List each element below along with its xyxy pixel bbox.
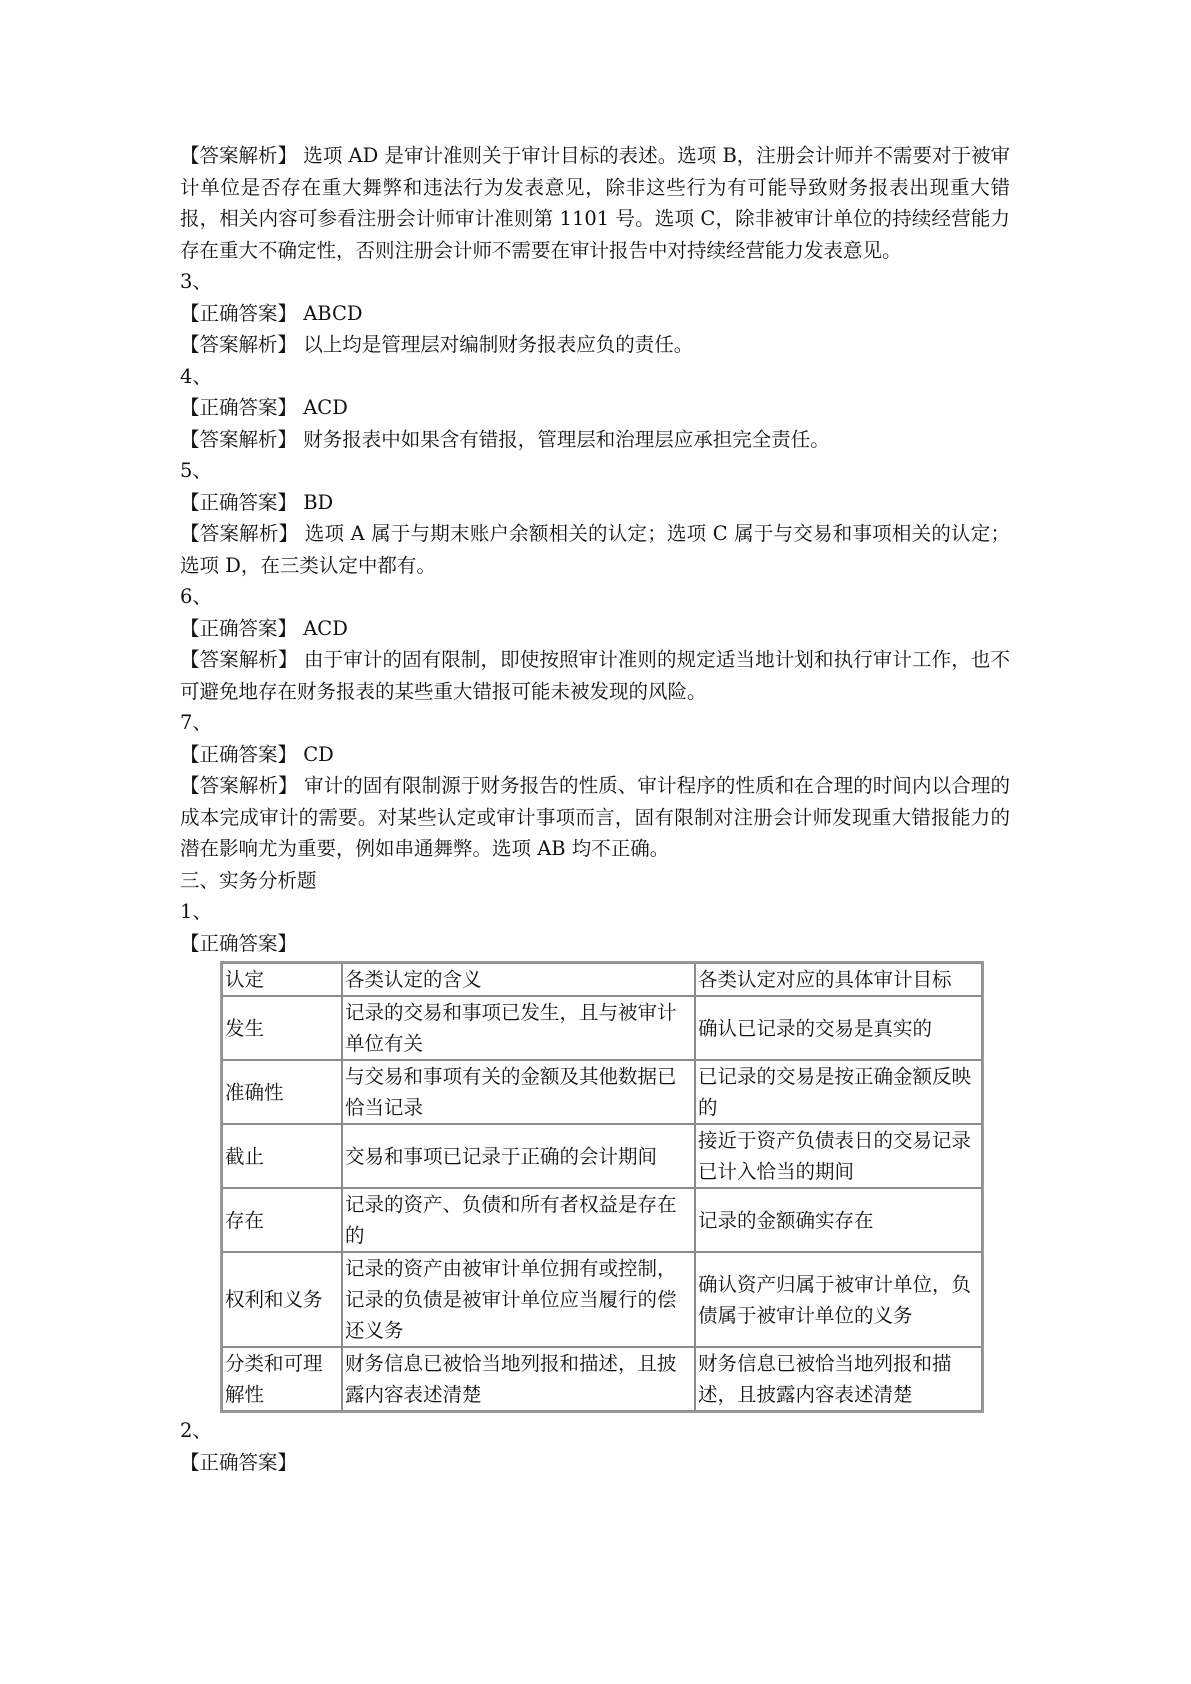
explain-label: 【答案解析】	[180, 333, 298, 356]
answer-explanation-4	[180, 424, 1010, 456]
table-row	[222, 1060, 982, 1124]
correct-answer-3	[180, 298, 1010, 330]
section-title: 三、实务分析题	[180, 868, 317, 892]
table-cell: 记录的金额确实存在	[695, 1188, 982, 1252]
table-cell: 与交易和事项有关的金额及其他数据已恰当记录	[342, 1060, 695, 1124]
answer-explanation-block-1	[180, 140, 1010, 266]
table-cell: 权利和义务	[222, 1252, 342, 1347]
table-cell: 接近于资产负债表日的交易记录已计入恰当的期间	[695, 1124, 982, 1188]
answer-value: BD	[297, 490, 334, 514]
table-cell: 存在	[222, 1188, 342, 1252]
practice-number-2: 2、	[180, 1419, 212, 1442]
table-cell: 记录的资产、负债和所有者权益是存在的	[342, 1188, 695, 1252]
table-row	[222, 996, 982, 1060]
table-cell: 交易和事项已记录于正确的会计期间	[342, 1124, 695, 1188]
table-row	[222, 1347, 982, 1411]
correct-answer-6	[180, 613, 1010, 645]
table-cell: 截止	[222, 1124, 342, 1188]
table-cell: 发生	[222, 996, 342, 1060]
answer-label: 【正确答案】	[180, 396, 298, 419]
question-number-4: 4、	[180, 364, 212, 388]
header-cell: 各类认定对应的具体审计目标	[695, 963, 982, 996]
answer-label: 【正确答案】	[180, 742, 298, 766]
answer-label: 【正确答案】	[180, 490, 298, 514]
answer-explanation-7	[180, 770, 1010, 865]
correct-answer-5	[180, 487, 1010, 519]
explain-text: 审计的固有限制源于财务报告的性质、审计程序的性质和在合理的时间内以合理的成本完成审计的需要。对某些认定或审计事项而言，固有限制对注册会计师发现重大错报能力的潜在影响尤为重要，例如串通舞弊。选项 AB 均不正确。	[180, 774, 1010, 860]
answer-value: ABCD	[297, 301, 363, 325]
correct-answer-4	[180, 392, 1010, 424]
table-cell: 记录的交易和事项已发生，且与被审计单位有关	[342, 996, 695, 1060]
answer-value: CD	[297, 742, 334, 766]
answer-label: 【正确答案】	[180, 616, 298, 640]
question-number-7: 7、	[180, 711, 212, 734]
table-cell: 财务信息已被恰当地列报和描述，且披露内容表述清楚	[342, 1347, 695, 1411]
explain-text: 以上均是管理层对编制财务报表应负的责任。	[297, 333, 694, 356]
explain-label: 【答案解析】	[180, 648, 298, 671]
correct-answer-7	[180, 739, 1010, 771]
assertions-table	[220, 961, 984, 1413]
question-number-3: 3、	[180, 270, 212, 293]
question-number-6: 6、	[180, 585, 212, 608]
answer-label: 【正确答案】	[180, 301, 298, 325]
table-row	[222, 1252, 982, 1347]
practice-number-1: 1、	[180, 900, 212, 923]
header-cell: 各类认定的含义	[342, 963, 695, 996]
practice-answer-label-1: 【正确答案】	[180, 931, 298, 955]
answer-explanation-3	[180, 329, 1010, 361]
explain-label: 【答案解析】	[180, 144, 298, 167]
table-cell: 财务信息已被恰当地列报和描述，且披露内容表述清楚	[695, 1347, 982, 1411]
table-cell: 确认资产归属于被审计单位，负债属于被审计单位的义务	[695, 1252, 982, 1347]
answer-value: ACD	[297, 396, 348, 419]
explain-label: 【答案解析】	[180, 774, 298, 797]
table-row	[222, 1188, 982, 1252]
assertions-table-wrapper	[220, 961, 1010, 1413]
explain-text: 选项 A 属于与期末账户余额相关的认定；选项 C 属于与交易和事项相关的认定；选项 D，在三类认定中都有。	[180, 522, 1010, 577]
practice-answer-label-2: 【正确答案】	[180, 1450, 298, 1474]
table-cell: 记录的资产由被审计单位拥有或控制，记录的负债是被审计单位应当履行的偿还义务	[342, 1252, 695, 1347]
table-cell: 已记录的交易是按正确金额反映的	[695, 1060, 982, 1124]
header-cell: 认定	[222, 963, 342, 996]
explain-label: 【答案解析】	[180, 427, 298, 451]
explain-text: 由于审计的固有限制，即使按照审计准则的规定适当地计划和执行审计工作，也不可避免地存在财务报表的某些重大错报可能未被发现的风险。	[180, 648, 1010, 703]
table-cell: 确认已记录的交易是真实的	[695, 996, 982, 1060]
table-cell: 分类和可理解性	[222, 1347, 342, 1411]
answer-value: ACD	[297, 616, 348, 640]
explain-text: 财务报表中如果含有错报，管理层和治理层应承担完全责任。	[297, 427, 830, 451]
table-row	[222, 1124, 982, 1188]
explain-label: 【答案解析】	[180, 522, 299, 545]
question-number-5: 5、	[180, 459, 212, 482]
explain-text: 选项 AD 是审计准则关于审计目标的表述。选项 B，注册会计师并不需要对于被审计单位是否存在重大舞弊和违法行为发表意见，除非这些行为有可能导致财务报表出现重大错报，相关内容可参看注册会计师审计准则第 1101 号。选项 C，除非被审计单位的持续经营能力存在重大不确定性，否则注册会计师不需要在审计报告中对持续经营能力发表意见。	[180, 144, 1010, 262]
document-page	[180, 140, 1010, 1478]
answer-explanation-5	[180, 518, 1010, 581]
answer-explanation-6	[180, 644, 1010, 707]
table-header-row	[222, 963, 982, 996]
table-cell: 准确性	[222, 1060, 342, 1124]
